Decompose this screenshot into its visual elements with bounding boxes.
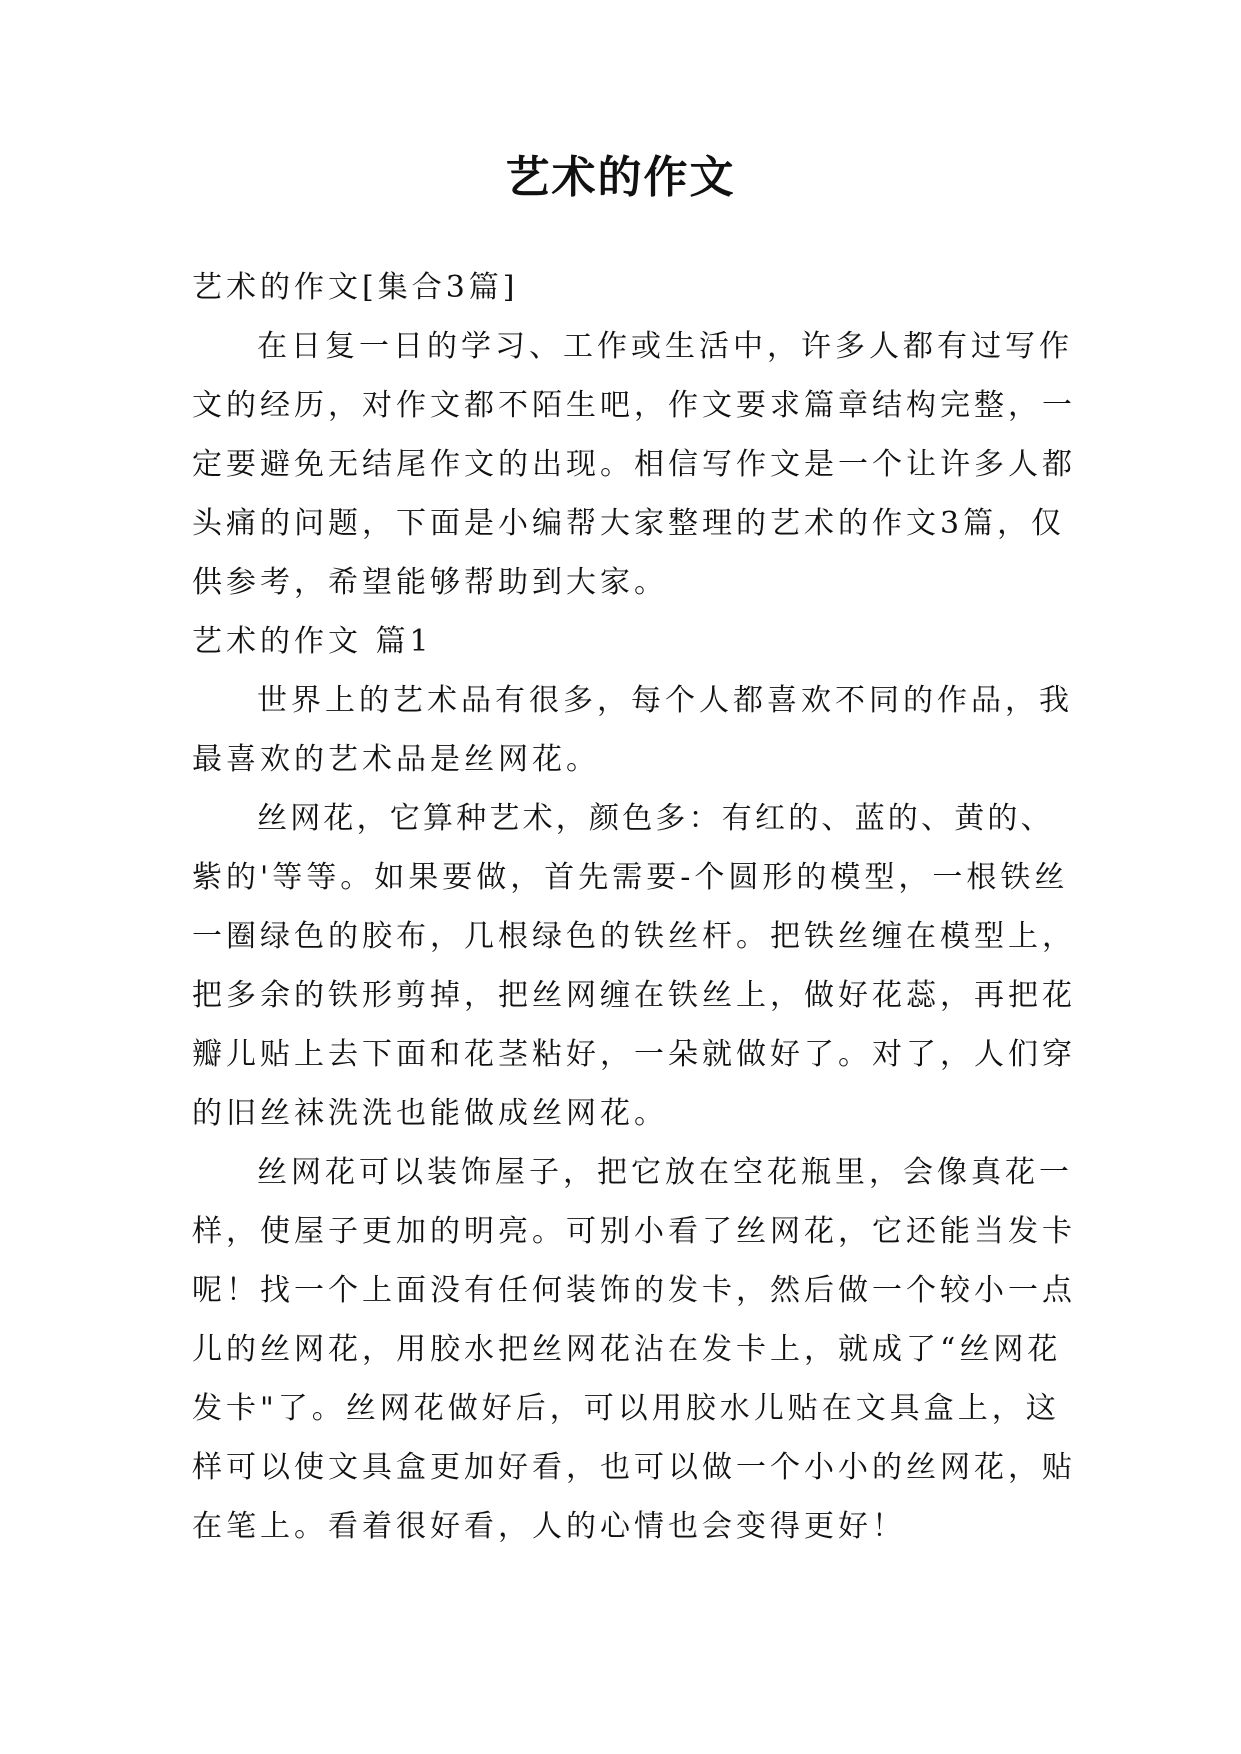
intro-paragraph-line: 供参考，希望能够帮助到大家。 [192, 565, 668, 600]
essay-paragraph-line: 儿的丝网花，用胶水把丝网花沾在发卡上，就成了“丝网花 [192, 1332, 1062, 1367]
intro-paragraph-line: 定要避免无结尾作文的出现。相信写作文是一个让许多人都 [192, 447, 1076, 482]
essay-paragraph-line: 的旧丝袜洗洗也能做成丝网花。 [192, 1096, 668, 1131]
essay-paragraph-line: 发卡"了。丝网花做好后，可以用胶水儿贴在文具盒上，这 [192, 1391, 1060, 1426]
essay-paragraph-line: 最喜欢的艺术品是丝网花。 [192, 742, 600, 777]
essay-paragraph-line: 呢！找一个上面没有任何装饰的发卡，然后做一个较小一点 [192, 1273, 1076, 1308]
essay-paragraph-line: 样可以使文具盒更加好看，也可以做一个小小的丝网花，贴 [192, 1450, 1076, 1485]
document-title: 艺术的作文 [505, 152, 736, 203]
essay-paragraph-line: 把多余的铁形剪掉，把丝网缠在铁丝上，做好花蕊，再把花 [192, 978, 1076, 1013]
essay-heading: 艺术的作文 篇1 [192, 624, 433, 659]
essay-paragraph-line: 世界上的艺术品有很多，每个人都喜欢不同的作品，我 [257, 683, 1073, 718]
essay-paragraph-line: 紫的'等等。如果要做，首先需要-个圆形的模型，一根铁丝 [192, 860, 1069, 895]
essay-paragraph-line: 丝网花，它算种艺术，颜色多：有红的、蓝的、黄的、 [257, 801, 1054, 836]
essay-paragraph-line: 一圈绿色的胶布，几根绿色的铁丝杆。把铁丝缠在模型上， [192, 919, 1076, 954]
intro-paragraph-line: 在日复一日的学习、工作或生活中，许多人都有过写作 [257, 329, 1073, 364]
collection-heading: 艺术的作文[集合3篇] [192, 270, 519, 305]
essay-paragraph-line: 瓣儿贴上去下面和花茎粘好，一朵就做好了。对了，人们穿 [192, 1037, 1076, 1072]
intro-paragraph-line: 文的经历，对作文都不陌生吧，作文要求篇章结构完整，一 [192, 388, 1076, 423]
essay-paragraph-line: 样，使屋子更加的明亮。可别小看了丝网花，它还能当发卡 [192, 1214, 1076, 1249]
essay-paragraph-line: 丝网花可以装饰屋子，把它放在空花瓶里，会像真花一 [257, 1155, 1073, 1190]
document-body [192, 258, 1076, 1556]
intro-paragraph-line: 头痛的问题，下面是小编帮大家整理的艺术的作文3篇，仅 [192, 506, 1066, 541]
essay-paragraph-line: 在笔上。看着很好看，人的心情也会变得更好！ [192, 1509, 906, 1544]
